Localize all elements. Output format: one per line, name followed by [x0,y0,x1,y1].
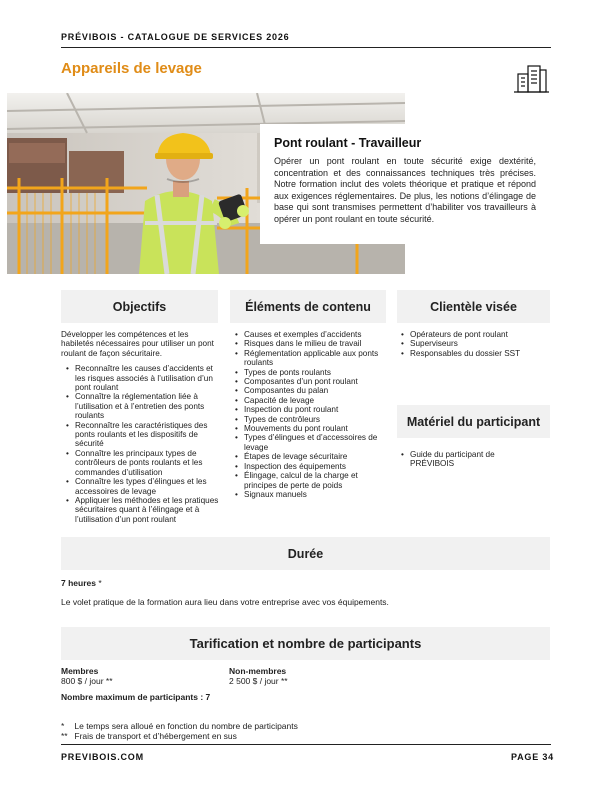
objectifs-intro: Développer les compétences et les habiletés nécessaires pour utiliser un pont roulant de façon sécuritaire. [61,330,214,358]
list-item: • Causes et exemples d’accidents [244,330,380,339]
footnote-text: Le temps sera alloué en fonction du nombre de participants [74,721,298,731]
nonmembers-label: Non-membres [229,666,287,676]
list-item: • Inspection des équipements [244,462,380,471]
members-label: Membres [61,666,99,676]
max-participants: Nombre maximum de participants : 7 [61,692,211,702]
footnotes [61,721,298,741]
course-intro-card [260,124,550,244]
list-item: • Risques dans le milieu de travail [244,339,380,348]
course-title: Pont roulant - Travailleur [274,136,422,150]
catalog-header-title: PRÉVIBOIS - CATALOGUE DE SERVICES 2026 [61,32,290,42]
duree-hours-line [61,578,102,588]
list-item: • Composantes du palan [244,386,380,395]
list-item: • Capacité de levage [244,396,380,405]
nonmembers-price: 2 500 $ / jour ** [229,676,288,686]
contenu-heading: Éléments de contenu [230,290,386,323]
list-item: • Connaître la réglementation liée à l’utilisation et à l’entretien des ponts roulants [75,392,219,420]
tarif-heading: Tarification et nombre de participants [61,627,550,660]
footnote [61,731,298,741]
list-item: • Types de contrôleurs [244,415,380,424]
duree-heading: Durée [61,537,550,570]
list-item: • Connaître les types d’élingues et les accessoires de levage [75,477,219,496]
materiel-list [396,450,516,469]
objectifs-heading: Objectifs [61,290,218,323]
clientele-list [396,330,546,358]
footer-divider [61,744,551,745]
objectifs-section [61,330,219,524]
list-item: • Mouvements du pont roulant [244,424,380,433]
list-item: • Types d’élingues et d’accessoires de levage [244,433,380,452]
list-item: • Superviseurs [410,339,546,348]
list-item: • Guide du participant de PRÉVIBOIS [410,450,516,469]
header-divider [61,47,551,48]
footnote [61,721,298,731]
objectifs-list [61,364,219,524]
members-price: 800 $ / jour ** [61,676,113,686]
contenu-list [230,330,380,499]
footnote-mark: ** [61,731,68,741]
clientele-heading: Clientèle visée [397,290,550,323]
duree-hours-mark: * [98,578,102,588]
footnote-text: Frais de transport et d’hébergement en sus [74,731,237,741]
materiel-heading: Matériel du participant [397,405,550,438]
list-item: • Étapes de levage sécuritaire [244,452,380,461]
course-description: Opérer un pont roulant en toute sécurité exige dextérité, concentration et des connaissances techniques très précises. Notre formation inclut des volets théorique et pratique et répond aux exigences réglementaires. De plus, les notions d’élingage de base qui sont transmises permettent d’habiliter vos travailleurs à opérer un pont roulant en toute sécurité. [274,156,536,224]
list-item: • Appliquer les méthodes et les pratiques sécuritaires quant à l’élingage et à l’utilisation d’un pont roulant [75,496,219,524]
building-icon [512,61,550,95]
members-pricing [61,666,113,686]
footer-website[interactable]: PREVIBOIS.COM [61,752,144,762]
list-item: • Connaître les principaux types de contrôleurs de ponts roulants et les commandes d’utilisation [75,449,219,477]
list-item: • Reconnaître les caractéristiques des ponts roulants et les dispositifs de sécurité [75,421,219,449]
list-item: • Types de ponts roulants [244,368,380,377]
list-item: • Inspection du pont roulant [244,405,380,414]
duree-note: Le volet pratique de la formation aura lieu dans votre entreprise avec vos équipements. [61,597,389,607]
list-item: • Signaux manuels [244,490,380,499]
page-title: Appareils de levage [61,60,202,77]
clientele-section [396,330,546,358]
list-item: • Reconnaître les causes d’accidents et les risques associés à l’utilisation d’un pont roulant [75,364,219,392]
contenu-section [230,330,380,499]
footnote-mark: * [61,721,65,731]
page-number: PAGE 34 [511,752,554,762]
list-item: • Responsables du dossier SST [410,349,546,358]
list-item: • Réglementation applicable aux ponts roulants [244,349,380,368]
list-item: • Élingage, calcul de la charge et principes de perte de poids [244,471,380,490]
list-item: • Opérateurs de pont roulant [410,330,546,339]
materiel-section [396,450,516,469]
duree-hours: 7 heures [61,578,96,588]
nonmembers-pricing [229,666,288,686]
list-item: • Composantes d’un pont roulant [244,377,380,386]
